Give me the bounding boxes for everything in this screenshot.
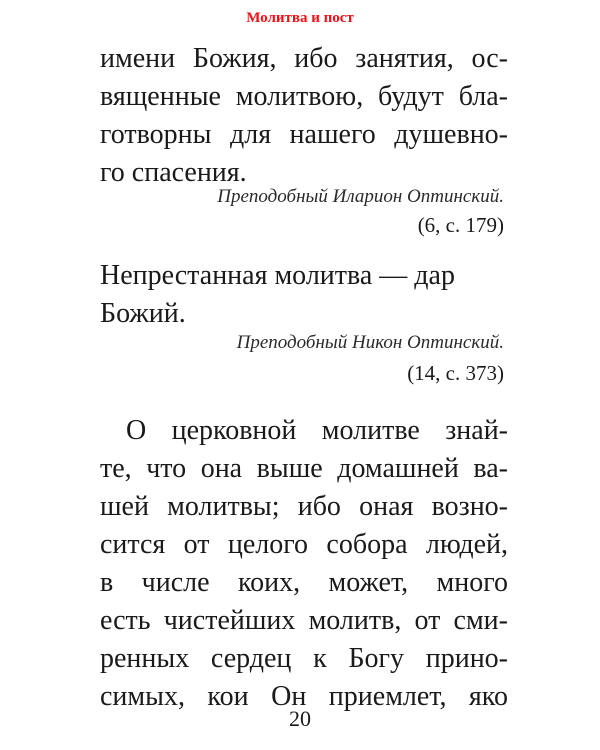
text-line: имени Божия, ибо занятия, ос- — [100, 43, 508, 74]
page-number: 20 — [289, 706, 311, 731]
text-line: те, что она выше домашней ва- — [100, 453, 508, 484]
text-line: О церковной молитве знай- — [126, 415, 508, 446]
quote-2-author: Преподобный Никон Оптинский. — [236, 332, 504, 353]
text-line: го спасения. — [100, 157, 247, 188]
quote-1-author: Преподобный Иларион Оптинский. — [217, 186, 504, 207]
text-line: симых, кои Он приемлет, яко — [100, 681, 508, 712]
text-line: вященные молитвою, будут бла- — [100, 81, 508, 112]
text-line: Божий. — [100, 298, 186, 329]
text-line: ренных сердец к Богу прино- — [100, 643, 508, 674]
running-header: Молитва и пост — [246, 10, 354, 26]
text-line: готворны для нашего душевно- — [100, 119, 508, 150]
text-line: сится от целого собора людей, — [100, 529, 508, 560]
text-line: есть чистейших молитв, от сми- — [100, 605, 508, 636]
quote-2-reference: (14, с. 373) — [407, 361, 504, 385]
paragraph-1 — [100, 40, 508, 192]
text-line: Непрестанная молитва — дар — [100, 260, 455, 291]
paragraph-3 — [100, 412, 508, 716]
text-line: в числе коих, может, много — [100, 567, 508, 598]
paragraph-2 — [100, 257, 508, 333]
quote-1-reference: (6, с. 179) — [417, 213, 504, 237]
text-line: шей молитвы; ибо оная возно- — [100, 491, 508, 522]
